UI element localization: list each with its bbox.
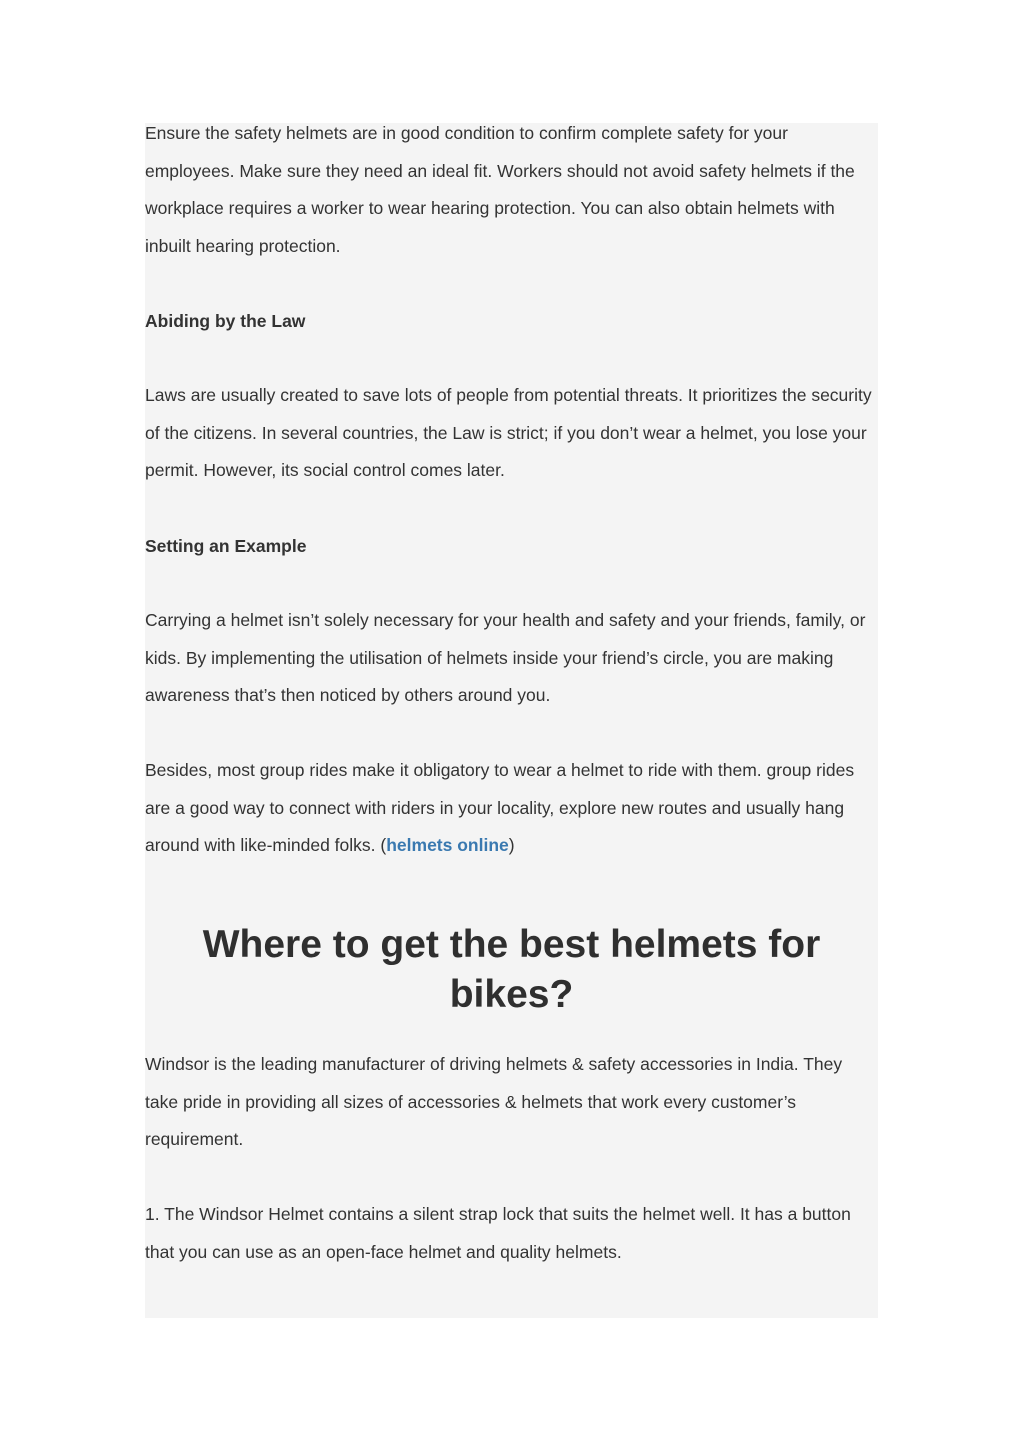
subheading-setting-an-example: Setting an Example [145, 536, 307, 556]
paragraph-windsor-helmet: 1. The Windsor Helmet contains a silent strap lock that suits the helmet well. It has a button that you can use as an open-face helmet and quality helmets. [145, 1204, 851, 1262]
paragraph-helmet-condition: Ensure the safety helmets are in good condition to confirm complete safety for your employees. Make sure they need an ideal fit. Workers should not avoid safety helmets if the workplace requires a worker to wear hearing protection. You can also obtain helmets with inbuilt hearing protection. [145, 123, 855, 256]
paragraph-windsor: Windsor is the leading manufacturer of driving helmets & safety accessories in India. They take pride in providing all sizes of accessories & helmets that work every customer’s requirement. [145, 1054, 843, 1149]
helmets-online-link[interactable]: helmets online [386, 835, 509, 855]
subheading-abiding-by-the-law: Abiding by the Law [145, 311, 306, 331]
paragraph-example: Carrying a helmet isn’t solely necessary for your health and safety and your friends, family, or kids. By implementing the utilisation of helmets inside your friend’s circle, you are making awareness that’s then noticed by others around you. [145, 610, 866, 705]
section-heading: Where to get the best helmets for bikes? [202, 923, 821, 1016]
paragraph-group-rides [145, 752, 878, 865]
paragraph-group-rides-close: ) [508, 835, 515, 855]
article-content [145, 123, 878, 1318]
paragraph-group-rides-text: Besides, most group rides make it obligatory to wear a helmet to ride with them. group rides are a good way to connect with riders in your locality, explore new routes and usually hang around with like-minded folks. ( [145, 760, 855, 855]
paragraph-law: Laws are usually created to save lots of people from potential threats. It prioritizes the security of the citizens. In several countries, the Law is strict; if you don’t wear a helmet, you lose your permit. However, its social control comes later. [145, 385, 872, 480]
